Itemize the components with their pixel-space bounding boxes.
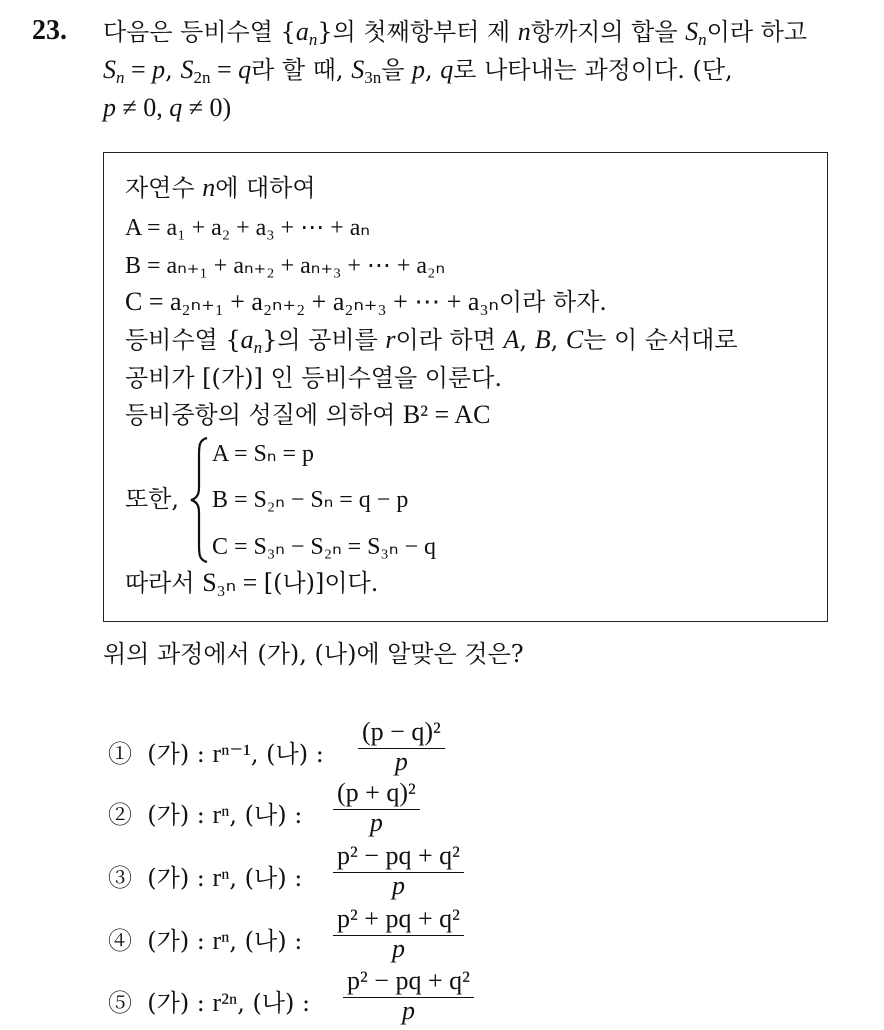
fraction [333,842,464,899]
text: }의 공비를 [262,326,386,354]
math-expr: rⁿ⁻¹ [212,739,251,768]
math-C: C [565,325,584,354]
math-eq: = [124,55,153,84]
numerator: p² − pq + q² [347,966,470,995]
box-line-natural [125,173,316,203]
math-n: n [517,17,531,46]
text: (가) : [147,864,213,892]
numerator: (p + q)² [337,778,416,807]
text: , (나) : [250,740,324,768]
choice-2[interactable] [108,779,608,841]
question-line-3 [103,93,231,123]
case-A: A = Sₙ = p [212,441,314,467]
math-text: ≠ 0) [182,93,232,122]
math-q: q [440,55,454,84]
text: 에 대하여 [215,174,316,202]
math-sub-n: n [308,30,318,49]
blank-na: [(나)] [263,569,325,597]
math-S: S [180,55,194,84]
math-p: p [412,55,426,84]
denominator: p [401,996,415,1025]
math-p: p [152,55,166,84]
text: (가) : [147,927,213,955]
equation-B: B = aₙ₊₁ + aₙ₊₂ + aₙ₊₃ + ⋯ + a₂ₙ [125,253,446,279]
text: , (나) : [229,864,303,892]
case-B: B = S₂ₙ − Sₙ = q − p [212,487,409,513]
box-line-conclusion [125,568,378,598]
text: 라 할 때, [251,56,352,84]
text: , [165,56,181,84]
text: , [519,326,535,354]
math-sub-n: n [698,30,707,49]
choice-marker: ① [108,740,132,768]
text: (가) : [147,989,213,1017]
text: 을 [381,56,413,84]
equation-A: A = a₁ + a₂ + a₃ + ⋯ + aₙ [125,215,370,241]
math-S: S [685,17,699,46]
math-sub: 3n [364,68,382,87]
choice-3[interactable] [108,842,608,904]
math-r: r [385,325,396,354]
math-B: B [534,325,551,354]
text: 자연수 [125,174,203,202]
text: 이라 하면 [395,326,504,354]
math-expr: C = a₂ₙ₊₁ + a₂ₙ₊₂ + a₂ₙ₊₃ + ⋯ + a₃ₙ [125,287,499,316]
question-line-1 [103,17,807,55]
denominator: p [391,934,405,963]
choice-1[interactable] [108,718,608,780]
text: 다음은 등비수열 { [103,18,296,46]
math-sub-n: n [253,338,263,357]
choice-lead [108,921,302,956]
math-sub: 2n [193,68,211,87]
fraction [333,905,464,962]
case-C: C = S₃ₙ − S₂ₙ = S₃ₙ − q [212,534,436,560]
math-S: S [103,55,116,84]
math-expr: rⁿ [212,926,230,955]
math-q: q [169,93,183,122]
numerator: p² + pq + q² [337,904,460,933]
choice-lead [108,795,302,830]
choice-marker: ④ [108,927,132,955]
text: 로 나타내는 과정이다. (단, [453,56,733,84]
text: (가) : [147,740,213,768]
choice-lead [108,858,302,893]
text: 이라 하자. [498,288,607,316]
text: 이다. [324,569,379,597]
text: , [425,56,441,84]
text: , (나) : [237,989,311,1017]
box-line-ga: 공비가 [(가)] 인 등비수열을 이룬다. [125,364,502,392]
fraction [358,718,445,775]
denominator: p [391,871,405,900]
math-p: p [103,93,116,122]
question-prompt: 위의 과정에서 (가), (나)에 알맞은 것은? [103,640,524,668]
math-sub: n [116,68,125,87]
numerator: (p − q)² [362,717,441,746]
solution-box [103,152,828,622]
equation-C [125,287,607,317]
text: (가) : [147,801,213,829]
box-line-geometric-mean [125,400,490,430]
denominator: p [369,808,383,837]
choice-marker: ② [108,801,132,829]
numerator: p² − pq + q² [337,841,460,870]
math-expr: S₃ₙ = [202,568,264,597]
math-A: A [503,325,520,354]
choice-5[interactable] [108,967,608,1029]
text: 는 이 순서대로 [583,326,738,354]
math-S: S [351,55,365,84]
math-q: q [238,55,252,84]
math-expr: B² = AC [402,400,491,429]
text: 따라서 [125,569,203,597]
box-line-ratio [125,325,738,363]
question-number: 23. [32,15,67,46]
text: , (나) : [229,801,303,829]
text: 등비중항의 성질에 의하여 [125,401,403,429]
math-expr: r²ⁿ [212,988,238,1017]
text: }의 첫째항부터 제 [317,18,518,46]
choice-lead [108,983,310,1018]
text: 이라 하고 [706,18,808,46]
math-n: n [202,173,216,202]
math-eq: = [210,55,239,84]
also-label: 또한, [125,485,179,513]
left-brace-icon [189,436,211,564]
choice-lead [108,734,324,769]
math-expr: rⁿ [212,800,230,829]
denominator: p [394,747,408,776]
math-a: a [295,17,309,46]
fraction [333,779,420,836]
text: 등비수열 { [125,326,241,354]
math-a: a [240,325,254,354]
math-text: ≠ 0, [116,93,170,122]
math-expr: rⁿ [212,863,230,892]
choice-marker: ③ [108,864,132,892]
text: 항까지의 합을 [530,18,686,46]
question-line-2 [103,55,733,93]
choice-marker: ⑤ [108,989,132,1017]
fraction [343,967,474,1024]
text: , [550,326,566,354]
text: , (나) : [229,927,303,955]
choice-4[interactable] [108,905,608,967]
